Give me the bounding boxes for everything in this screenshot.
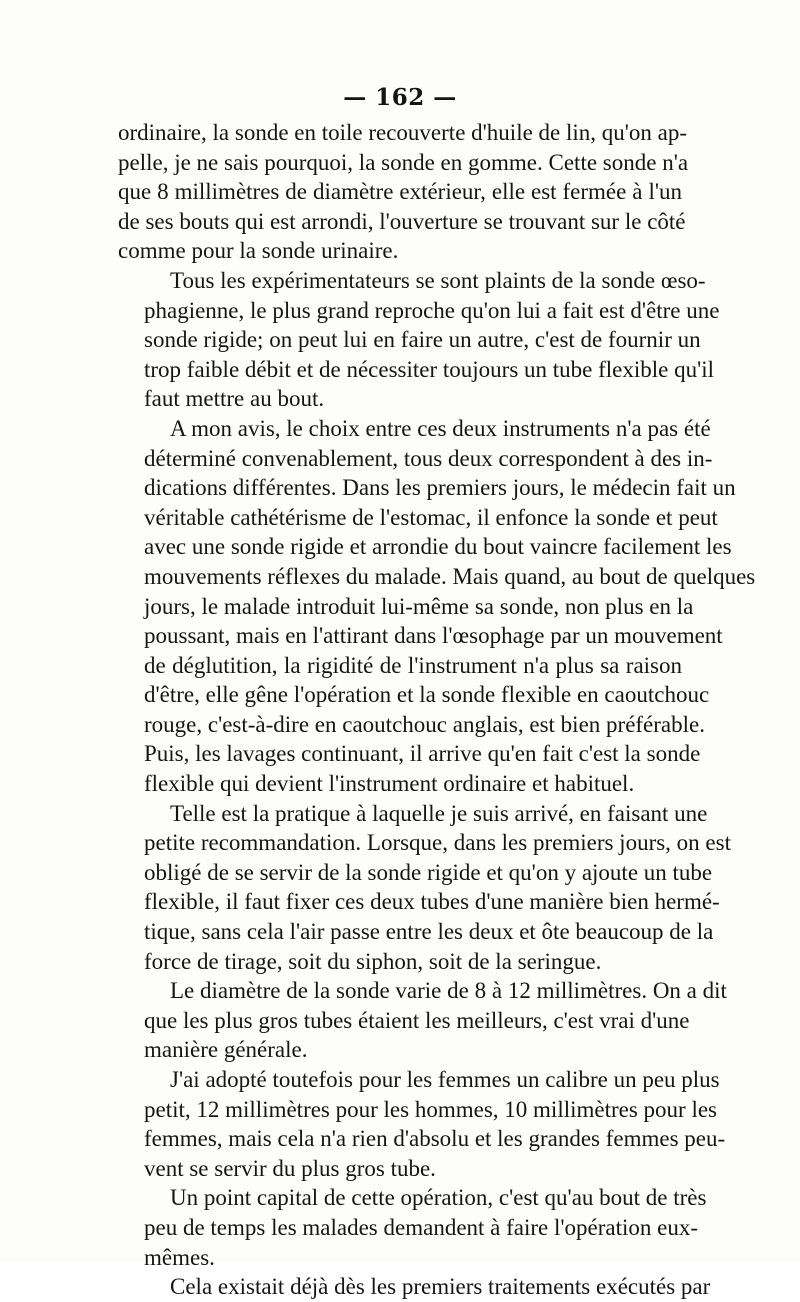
paragraph-point-capital (118, 1183, 707, 1272)
text-line: obligé de se servir de la sonde rigide et qu'on y ajoute un tube (144, 859, 713, 885)
text-line: force de tirage, soit du siphon, soit de la seringue. (144, 948, 602, 974)
text-line: de déglutition, la rigidité de l'instrument n'a plus sa raison (144, 652, 682, 678)
paragraph-diametre (118, 976, 727, 1065)
text-line: sonde rigide; on peut lui en faire un autre, c'est de fournir un (144, 327, 701, 353)
paragraph-calibre (118, 1065, 726, 1183)
text-line: mêmes. (144, 1244, 215, 1270)
text-line: poussant, mais en l'attirant dans l'œsophage par un mouvement (144, 623, 723, 649)
text-line: faut mettre au bout. (144, 386, 325, 412)
text-line: femmes, mais cela n'a rien d'absolu et les grandes femmes peu- (144, 1126, 726, 1152)
paragraph-choix-instruments (118, 414, 756, 799)
page-number: — 162 — (343, 84, 457, 111)
body-text (118, 118, 756, 1302)
paragraph-pratique (118, 799, 731, 977)
text-line: Telle est la pratique à laquelle je suis arrivé, en faisant une (170, 800, 708, 826)
text-line: dications différentes. Dans les premiers jours, le médecin fait un (144, 475, 736, 501)
text-line: flexible qui devient l'instrument ordinaire et habituel. (144, 771, 635, 797)
text-line: Cela existait déjà dès les premiers traitements exécutés par (170, 1274, 711, 1300)
text-line: A mon avis, le choix entre ces deux instruments n'a pas été (170, 415, 711, 441)
text-line: que les plus gros tubes étaient les meilleurs, c'est vrai d'une (144, 1007, 690, 1033)
text-line: rouge, c'est-à-dire en caoutchouc anglais, est bien préférable. (144, 711, 705, 737)
text-line: véritable cathétérisme de l'estomac, il enfonce la sonde et peut (144, 504, 718, 530)
text-line: petit, 12 millimètres pour les hommes, 10 millimètres pour les (144, 1096, 718, 1122)
text-line: tique, sans cela l'air passe entre les deux et ôte beaucoup de la (144, 919, 714, 945)
paragraph-sonde-en-gomme (118, 118, 689, 266)
text-line: Un point capital de cette opération, c'est qu'au bout de très (170, 1185, 707, 1211)
text-line: phagienne, le plus grand reproche qu'on lui a fait est d'être une (144, 297, 720, 323)
paragraph-continues (118, 1272, 711, 1302)
text-line: que 8 millimètres de diamètre extérieur, elle est fermée à l'un (118, 179, 682, 205)
text-line: Puis, les lavages continuant, il arrive qu'en fait c'est la sonde (144, 741, 701, 767)
text-line: Tous les expérimentateurs se sont plaints de la sonde œso- (170, 267, 706, 293)
paragraph-experimentateurs (118, 266, 720, 414)
text-line: comme pour la sonde urinaire. (118, 238, 399, 264)
text-line: pelle, je ne sais pourquoi, la sonde en gomme. Cette sonde n'a (118, 149, 689, 175)
text-line: trop faible débit et de nécessiter toujours un tube flexible qu'il (144, 356, 715, 382)
text-line: d'être, elle gêne l'opération et la sonde flexible en caoutchouc (144, 682, 710, 708)
text-line: jours, le malade introduit lui-même sa sonde, non plus en la (144, 593, 694, 619)
text-line: vent se servir du plus gros tube. (144, 1155, 436, 1181)
text-line: mouvements réflexes du malade. Mais quand, au bout de quelques (144, 563, 756, 589)
text-line: flexible, il faut fixer ces deux tubes d'une manière bien hermé- (144, 889, 720, 915)
text-line: J'ai adopté toutefois pour les femmes un calibre un peu plus (170, 1067, 720, 1092)
text-line: ordinaire, la sonde en toile recouverte d'huile de lin, qu'on ap- (118, 120, 688, 145)
text-line: avec une sonde rigide et arrondie du bout vaincre facilement les (144, 534, 732, 560)
text-line: de ses bouts qui est arrondi, l'ouverture se trouvant sur le côté (118, 208, 686, 234)
text-line: manière générale. (144, 1037, 308, 1063)
text-line: petite recommandation. Lorsque, dans les premiers jours, on est (144, 830, 731, 856)
text-line: Le diamètre de la sonde varie de 8 à 12 millimètres. On a dit (170, 978, 727, 1004)
text-line: déterminé convenablement, tous deux correspondent à des in- (144, 445, 713, 471)
text-line: peu de temps les malades demandent à faire l'opération eux- (144, 1214, 699, 1240)
